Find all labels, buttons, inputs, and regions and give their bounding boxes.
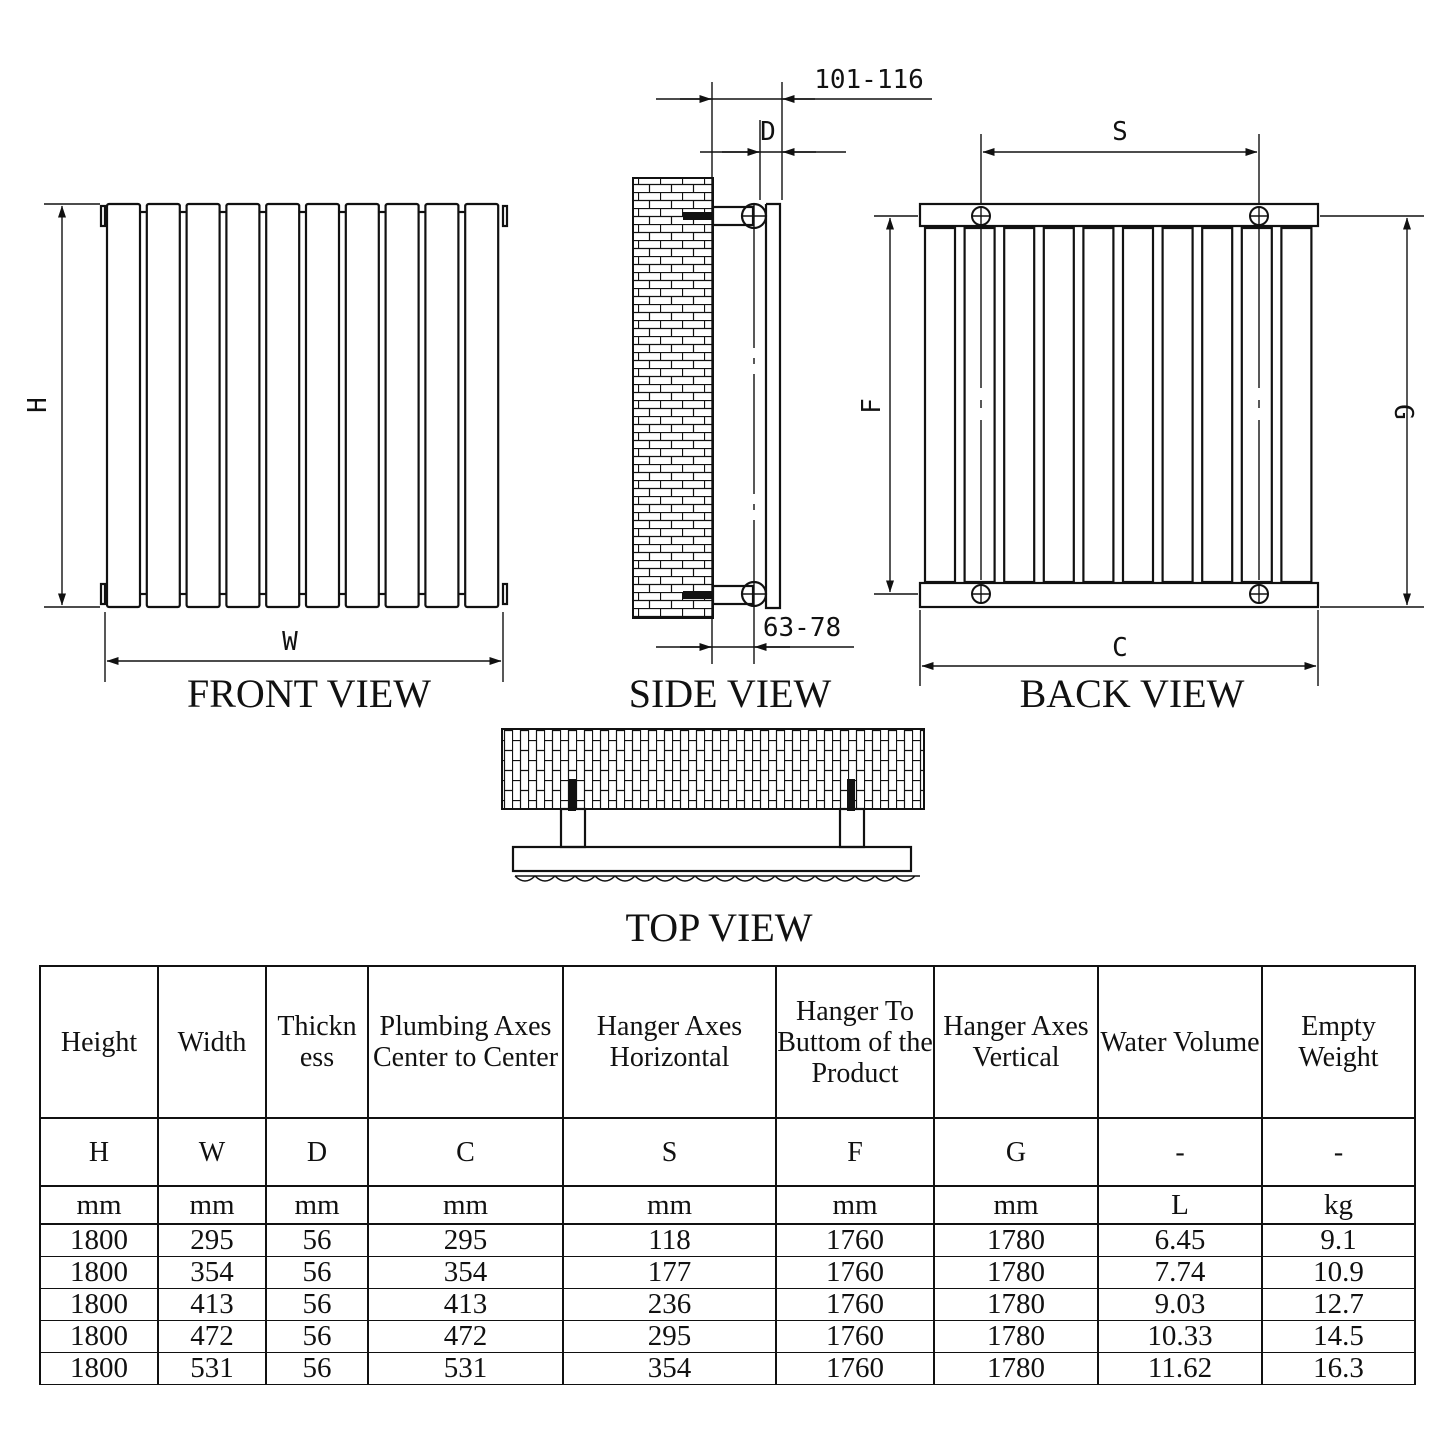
- table-data-row-cell: 9.03: [1098, 1289, 1262, 1321]
- front-column: [425, 204, 458, 607]
- table-data-row-cell: 56: [266, 1289, 368, 1321]
- table-data-row-cell: 12.7: [1262, 1289, 1415, 1321]
- table-data-row-cell: 354: [563, 1353, 776, 1385]
- table-data-row-cell: 1800: [40, 1289, 158, 1321]
- back-tube: [965, 228, 995, 582]
- table-data-row-cell: 1760: [776, 1353, 934, 1385]
- table-header-row: [40, 966, 1415, 1118]
- table-data-row: [40, 1321, 1415, 1353]
- top-right-bracket: [840, 809, 864, 847]
- table-data-row-cell: 14.5: [1262, 1321, 1415, 1353]
- table-header-row-cell: Hanger To Buttom of the Product: [776, 966, 934, 1118]
- back-tube: [925, 228, 955, 582]
- table-symbol-row-cell: C: [368, 1118, 563, 1186]
- table-data-row-cell: 1800: [40, 1321, 158, 1353]
- table-data-row-cell: 1780: [934, 1289, 1098, 1321]
- table-unit-row-cell: mm: [776, 1186, 934, 1224]
- back-radiator-tubes: [925, 228, 1311, 582]
- table-data-row-cell: 11.62: [1098, 1353, 1262, 1385]
- front-column: [386, 204, 419, 607]
- table-data-row-cell: 7.74: [1098, 1257, 1262, 1289]
- top-radiator-body: [513, 847, 911, 871]
- table-data-row-cell: 295: [158, 1224, 266, 1257]
- table-data-row-cell: 9.1: [1262, 1224, 1415, 1257]
- table-symbol-row-cell: G: [934, 1118, 1098, 1186]
- top-view-title: TOP VIEW: [625, 905, 813, 950]
- table-unit-row: [40, 1186, 1415, 1224]
- top-radiator-profile: [515, 876, 920, 881]
- top-left-screw: [568, 779, 576, 811]
- side-view: [629, 65, 932, 716]
- front-end-cap: [101, 206, 105, 226]
- back-view: [857, 117, 1424, 716]
- table-symbol-row-cell: W: [158, 1118, 266, 1186]
- back-tube: [1202, 228, 1232, 582]
- table-data-row-cell: 295: [563, 1321, 776, 1353]
- front-column: [306, 204, 339, 607]
- front-end-cap: [503, 206, 507, 226]
- front-column: [266, 204, 299, 607]
- hanger-vertical-label: G: [1388, 404, 1418, 420]
- front-end-cap: [101, 584, 105, 604]
- table-unit-row-cell: mm: [563, 1186, 776, 1224]
- back-tube: [1004, 228, 1034, 582]
- table-symbol-row-cell: -: [1098, 1118, 1262, 1186]
- top-view: [502, 729, 924, 950]
- table-unit-row-cell: kg: [1262, 1186, 1415, 1224]
- back-view-title: BACK VIEW: [1019, 671, 1245, 716]
- table-data-row-cell: 354: [368, 1257, 563, 1289]
- table-symbol-row: [40, 1118, 1415, 1186]
- table-data-row-cell: 1780: [934, 1353, 1098, 1385]
- front-column: [346, 204, 379, 607]
- back-tube: [1083, 228, 1113, 582]
- table-data-row-cell: 531: [368, 1353, 563, 1385]
- table-unit-row-cell: mm: [368, 1186, 563, 1224]
- table-data-row-cell: 1760: [776, 1289, 934, 1321]
- table-data-row-cell: 1780: [934, 1257, 1098, 1289]
- table-data-row-cell: 6.45: [1098, 1224, 1262, 1257]
- table-data-row: [40, 1353, 1415, 1385]
- top-left-bracket: [561, 809, 585, 847]
- table-data-row-cell: 413: [158, 1289, 266, 1321]
- table-symbol-row-cell: -: [1262, 1118, 1415, 1186]
- table-data-row-cell: 1780: [934, 1321, 1098, 1353]
- back-hanger-points: [972, 207, 1268, 603]
- front-column: [147, 204, 180, 607]
- table-data-row-cell: 1800: [40, 1224, 158, 1257]
- side-radiator-profile: [766, 204, 780, 608]
- table-data-row-cell: 10.33: [1098, 1321, 1262, 1353]
- hanger-bottom-label: F: [857, 398, 887, 414]
- table-header-row-cell: Height: [40, 966, 158, 1118]
- table-data-row-cell: 1760: [776, 1224, 934, 1257]
- table-symbol-row-cell: S: [563, 1118, 776, 1186]
- front-view-title: FRONT VIEW: [186, 671, 432, 716]
- table-data-row-cell: 1800: [40, 1257, 158, 1289]
- side-bottom-screw: [683, 591, 713, 599]
- table-data-row-cell: 1760: [776, 1257, 934, 1289]
- table-data-row-cell: 56: [266, 1224, 368, 1257]
- table-header-row-cell: Width: [158, 966, 266, 1118]
- front-view: [23, 204, 507, 716]
- table-data-row-cell: 16.3: [1262, 1353, 1415, 1385]
- top-right-screw: [847, 779, 855, 811]
- table-unit-row-cell: mm: [934, 1186, 1098, 1224]
- table-symbol-row-cell: D: [266, 1118, 368, 1186]
- side-bottom-bracket: [713, 586, 753, 604]
- table-symbol-row-cell: F: [776, 1118, 934, 1186]
- table-data-row-cell: 354: [158, 1257, 266, 1289]
- top-wall-bricks: [502, 729, 924, 809]
- table-data-row: [40, 1257, 1415, 1289]
- table-unit-row-cell: mm: [40, 1186, 158, 1224]
- table-header-row-cell: Hanger Axes Horizontal: [563, 966, 776, 1118]
- table-data-row: [40, 1224, 1415, 1257]
- side-wall-bricks: [633, 178, 713, 618]
- table-data-row-cell: 56: [266, 1321, 368, 1353]
- table-data-row-cell: 1760: [776, 1321, 934, 1353]
- front-end-cap: [503, 584, 507, 604]
- table-header-row-cell: Empty Weight: [1262, 966, 1415, 1118]
- width-label: W: [282, 627, 298, 657]
- table-header-row-cell: Water Volume: [1098, 966, 1262, 1118]
- table-data-row-cell: 177: [563, 1257, 776, 1289]
- table-header-row-cell: Hanger Axes Vertical: [934, 966, 1098, 1118]
- back-tube: [1044, 228, 1074, 582]
- bracket-offset-label: 63-78: [762, 613, 842, 643]
- table-header-row-cell: Thickn ess: [266, 966, 368, 1118]
- table-data-row-cell: 56: [266, 1257, 368, 1289]
- table-data-row-cell: 1800: [40, 1353, 158, 1385]
- back-tube: [1242, 228, 1272, 582]
- height-label: H: [23, 397, 53, 413]
- table-data-row-cell: 118: [563, 1224, 776, 1257]
- front-column: [187, 204, 220, 607]
- table-unit-row-cell: L: [1098, 1186, 1262, 1224]
- hanger-horizontal-label: S: [1112, 117, 1128, 147]
- specification-table: [39, 965, 1416, 1385]
- plumbing-centers-label: C: [1112, 633, 1128, 663]
- table-unit-row-cell: mm: [158, 1186, 266, 1224]
- table-data-row-cell: 236: [563, 1289, 776, 1321]
- table-data-row-cell: 472: [368, 1321, 563, 1353]
- table-data-row-cell: 531: [158, 1353, 266, 1385]
- front-radiator-columns: [101, 204, 507, 607]
- wall-gap-label: 101-116: [814, 65, 924, 95]
- depth-label: D: [760, 117, 776, 147]
- side-top-screw: [683, 212, 713, 220]
- table-data-row: [40, 1289, 1415, 1321]
- side-view-title: SIDE VIEW: [628, 671, 832, 716]
- back-tube: [1163, 228, 1193, 582]
- table-data-row-cell: 1780: [934, 1224, 1098, 1257]
- table-header-row-cell: Plumbing Axes Center to Center: [368, 966, 563, 1118]
- front-column: [465, 204, 498, 607]
- table-unit-row-cell: mm: [266, 1186, 368, 1224]
- table-data-row-cell: 472: [158, 1321, 266, 1353]
- table-data-row-cell: 413: [368, 1289, 563, 1321]
- back-tube: [1281, 228, 1311, 582]
- back-tube: [1123, 228, 1153, 582]
- front-column: [226, 204, 259, 607]
- table-data-row-cell: 295: [368, 1224, 563, 1257]
- front-column: [107, 204, 140, 607]
- table-symbol-row-cell: H: [40, 1118, 158, 1186]
- table-data-row-cell: 56: [266, 1353, 368, 1385]
- table-data-row-cell: 10.9: [1262, 1257, 1415, 1289]
